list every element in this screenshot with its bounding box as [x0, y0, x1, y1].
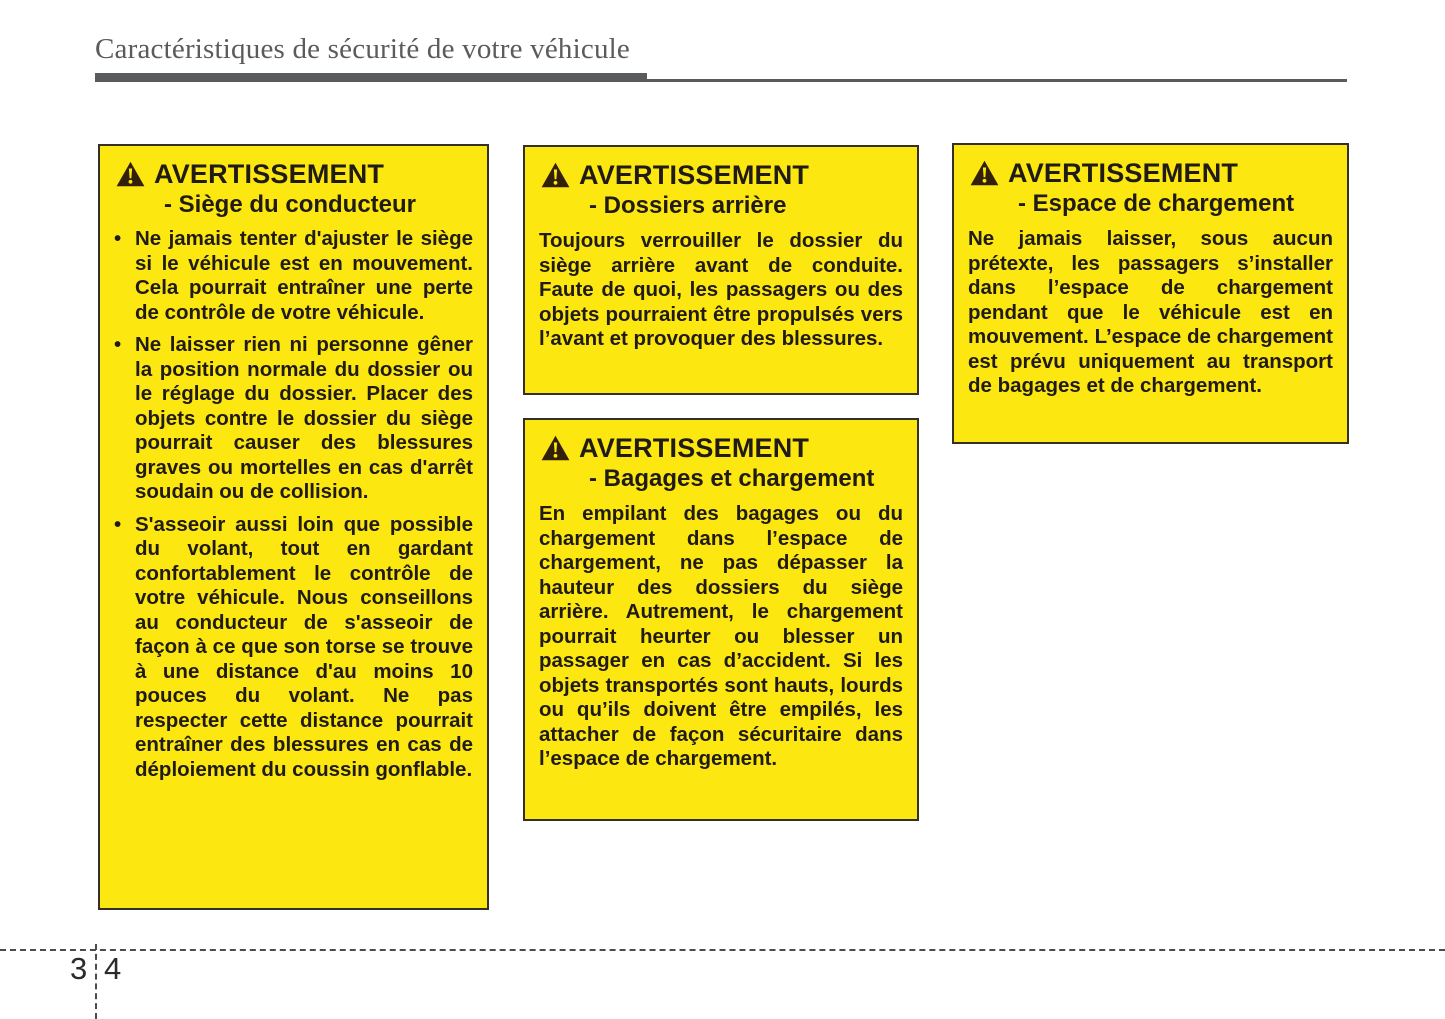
page-title: Caractéristiques de sécurité de votre véhicule: [95, 33, 630, 65]
bullet-icon: •: [114, 512, 122, 536]
warning-body-text: En empilant des bagages ou du chargement dans l’espace de chargement, ne pas dépasser la hauteur des dossiers du siège arrière. Autrement, le chargement pourrait heurter ou blesser un passager en cas d’accident. Si les objets transportés sont hauts, lourds ou qu’ils doivent être empilés, les attacher de façon sécuritaire dans l’espace de chargement.: [539, 502, 903, 770]
warning-title-row: [116, 159, 475, 189]
bullet-icon: •: [114, 333, 122, 356]
footer-dashed-horizontal-line: [0, 949, 1445, 951]
warning-title: AVERTISSEMENT: [579, 432, 810, 463]
warning-title: AVERTISSEMENT: [579, 159, 810, 190]
warning-bullet: [114, 333, 473, 505]
warning-triangle-icon: [541, 162, 570, 188]
warning-box-driver-seat: [98, 144, 489, 910]
warning-subtitle: - Espace de chargement: [1018, 190, 1295, 217]
warning-box-rear-seatbacks: [523, 145, 919, 395]
warning-title: AVERTISSEMENT: [154, 158, 385, 189]
bullet-icon: •: [114, 227, 122, 250]
warning-bullet-text: Ne jamais tenter d'ajuster le siège si le véhicule est en mouvement. Cela pourrait entraîner une perte de contrôle de votre véhicule.: [135, 227, 473, 324]
warning-body-text: Toujours verrouiller le dossier du siège arrière avant de conduite. Faute de quoi, les passagers ou des objets pourraient être propulsés vers l’avant et provoquer des blessures.: [539, 229, 903, 350]
warning-title-row: [541, 433, 905, 463]
footer-dashed-vertical-line: [95, 944, 97, 1019]
warning-title-row: [970, 158, 1335, 188]
warning-box-luggage-cargo: [523, 418, 919, 821]
warning-triangle-icon: [970, 160, 999, 186]
warning-bullet-text: S'asseoir aussi loin que possible du volant, tout en gardant confortablement le contrôle de votre véhicule. Nous conseillons au conducteur de s'asseoir de façon à ce que son torse se trouve à une distance d'au moins 10 pouces du volant. Ne pas respecter cette distance pourrait entraîner des blessures en cas de déploiement du coussin gonflable.: [135, 512, 473, 781]
warning-subtitle: - Bagages et chargement: [589, 465, 875, 492]
footer-page-number: 4: [104, 951, 122, 986]
warning-bullet-text: Ne laisser rien ni personne gêner la position normale du dossier ou le réglage du dossier. Placer des objets contre le dossier du siège pourrait causer des blessures graves ou mortelles en cas d'arrêt soudain ou de collision.: [135, 333, 473, 503]
warning-title-row: [541, 160, 905, 190]
warning-bullet: [114, 513, 473, 783]
warning-triangle-icon: [116, 161, 145, 187]
warning-triangle-icon: [541, 435, 570, 461]
warning-body-text: Ne jamais laisser, sous aucun prétexte, les passagers s’installer dans l’espace de chargement pendant que le véhicule est en mouvement. L’espace de chargement est prévu uniquement au transport de bagages et de chargement.: [968, 227, 1333, 397]
header-rule-thin: [647, 79, 1347, 82]
header-rule-thick: [95, 73, 647, 82]
warning-bullet: [114, 227, 473, 325]
warning-subtitle: - Siège du conducteur: [164, 191, 417, 218]
footer-chapter-number: 3: [70, 951, 88, 986]
warning-title: AVERTISSEMENT: [1008, 157, 1239, 188]
warning-box-cargo-area: [952, 143, 1349, 444]
warning-subtitle: - Dossiers arrière: [589, 192, 787, 219]
